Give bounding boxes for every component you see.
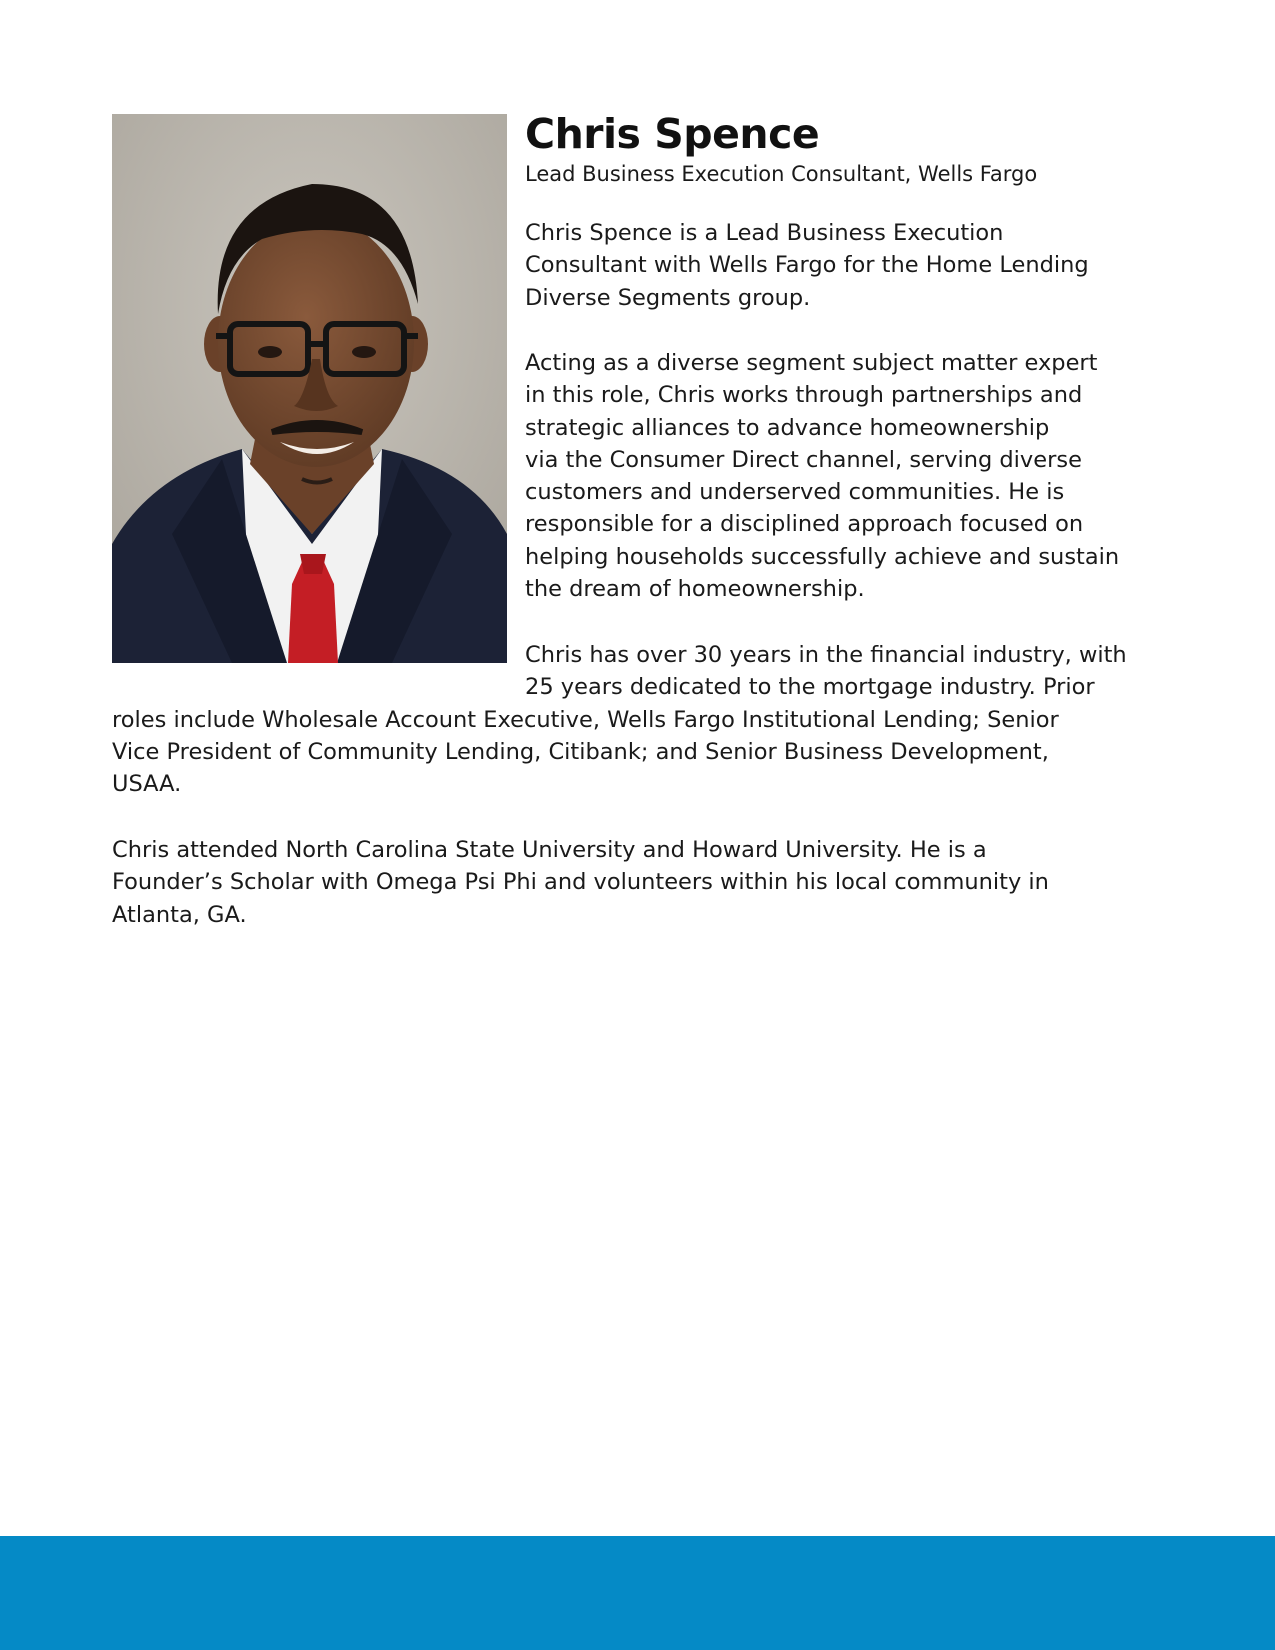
bio-line: roles include Wholesale Account Executive, Wells Fargo Institutional Lending; Senior [112, 706, 1059, 733]
bio-line: the dream of homeownership. [525, 576, 865, 603]
bio-line: customers and underserved communities. He is [525, 479, 1065, 506]
bio-line: Vice President of Community Lending, Citibank; and Senior Business Development, [112, 738, 1049, 765]
bio-paragraph-2 [525, 347, 1119, 605]
person-title: Lead Business Execution Consultant, Wells Fargo [525, 162, 1038, 186]
bio-line: via the Consumer Direct channel, serving diverse [525, 446, 1082, 473]
bio-line: in this role, Chris works through partnerships and [525, 382, 1083, 409]
bio-paragraph-1 [525, 217, 1089, 314]
bio-line: Diverse Segments group. [525, 284, 811, 311]
bio-paragraph-4 [112, 834, 1049, 931]
bio-line: USAA. [112, 771, 182, 798]
bio-line: Chris Spence is a Lead Business Execution [525, 220, 1004, 246]
bio-line: Founder’s Scholar with Omega Psi Phi and volunteers within his local community in [112, 869, 1049, 896]
headshot-illustration [112, 114, 507, 663]
footer-band [0, 1536, 1275, 1650]
headshot-photo [112, 114, 507, 663]
bio-line: Chris attended North Carolina State University and Howard University. He is a [112, 837, 987, 863]
bio-line: strategic alliances to advance homeownership [525, 414, 1050, 441]
bio-line: Acting as a diverse segment subject matter expert [525, 350, 1098, 376]
bio-line: Chris has over 30 years in the financial industry, with [525, 642, 1127, 668]
bio-line: helping households successfully achieve and sustain [525, 543, 1120, 570]
bio-line: responsible for a disciplined approach focused on [525, 511, 1084, 538]
bio-paragraph-3 [112, 639, 1127, 800]
person-name: Chris Spence [525, 110, 820, 158]
bio-line: Consultant with Wells Fargo for the Home Lending [525, 252, 1089, 279]
bio-line: 25 years dedicated to the mortgage industry. Prior [525, 674, 1095, 701]
bio-line: Atlanta, GA. [112, 901, 247, 928]
